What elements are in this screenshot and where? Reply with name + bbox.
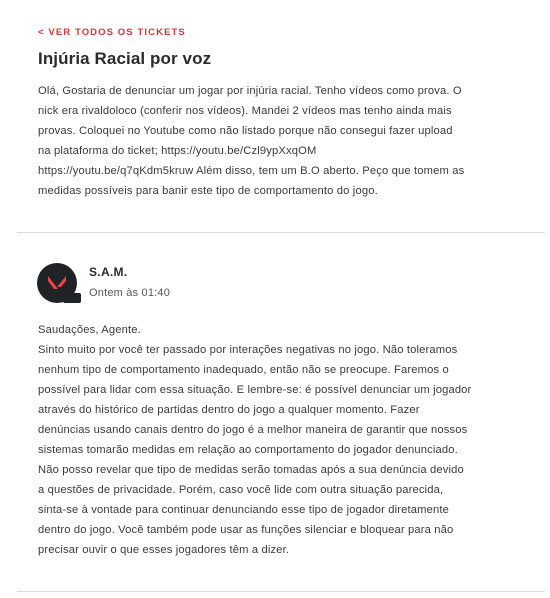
divider <box>17 232 545 233</box>
ticket-title: Injúria Racial por voz <box>38 49 212 68</box>
divider <box>17 591 545 592</box>
reply-author: S.A.M. <box>89 265 128 279</box>
back-to-tickets-link[interactable]: < VER TODOS OS TICKETS <box>38 27 186 38</box>
valorant-logo-icon <box>46 272 68 294</box>
ticket-description: Olá, Gostaria de denunciar um jogar por injúria racial. Tenho vídeos como prova. O nick era rivaldoloco (conferir nos vídeos). Mandei 2 vídeos mas tenho ainda mais provas. Coloquei no Youtube como não listado porque não consegui fazer upload na plataforma do ticket; https://youtu.be/Czl9ypXxqOM https://youtu.be/q7qKdm5kruw Além disso, tem um B.O aberto. Peço que tomem as medidas possíveis para banir este tipo de comportamento do jogo. <box>38 85 465 197</box>
reply-timestamp: Ontem às 01:40 <box>89 287 171 299</box>
avatar-badge <box>63 293 81 303</box>
reply-message: Saudações, Agente. Sinto muito por você ter passado por interações negativas no jogo. Não toleramos nenhum tipo de comportamento inadequado, então não se preocupe. Faremos o possível para lidar com essa situação. E lembre-se: é possível denunciar um jogador através do histórico de partidas dentro do jogo a qualquer momento. Fazer denúncias usando canais dentro do jogo é a melhor maneira de garantir que nossos sistemas tomarão medidas em relação ao comportamento do jogador denunciado. Não posso revelar que tipo de medidas serão tomadas após a sua denúncia devido a questões de privacidade. Porém, caso você lide com outra situação parecida, sinta-se à vontade para continuar denunciando esse tipo de jogador diretamente dentro do jogo. Você também pode usar as funções silenciar e bloquear para não precisar ouvir o que esses jogadores têm a dizer. <box>38 324 472 556</box>
